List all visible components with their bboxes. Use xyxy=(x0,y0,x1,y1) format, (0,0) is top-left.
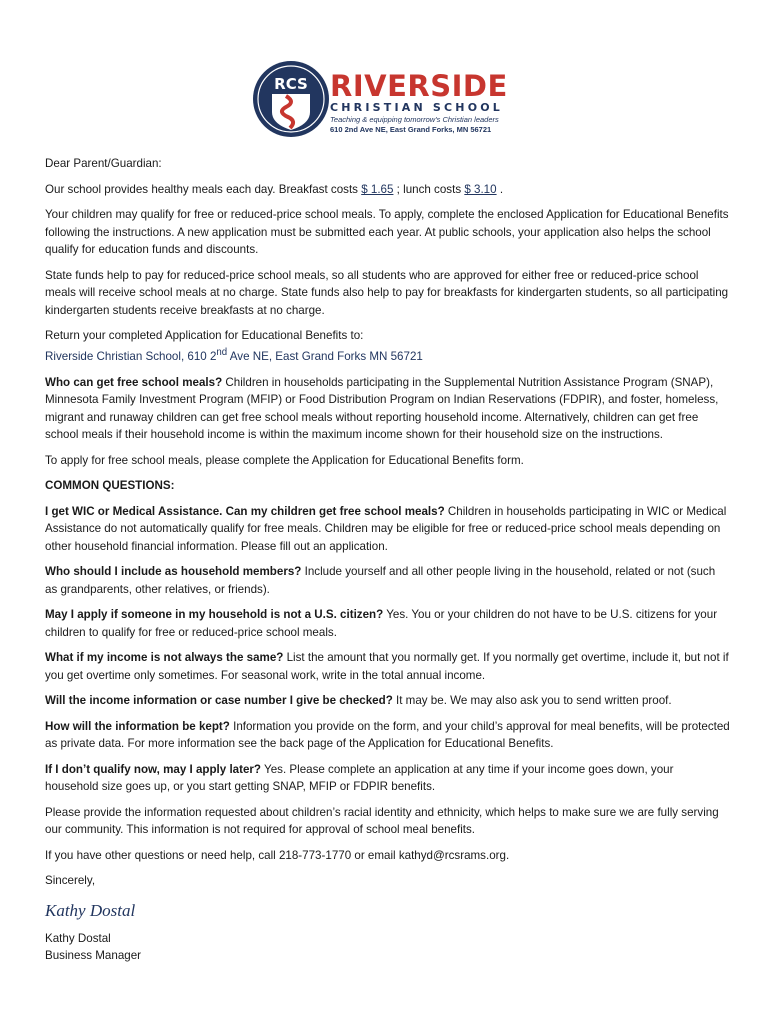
answer: Children in households participating in WIC or Medical Assistance do not automatically qualify for free meals. Children may be eligible for free or reduced-price school meals depending on other household financial information. Please fill out an application. xyxy=(45,504,727,553)
meal-costs-paragraph xyxy=(45,181,730,199)
faq-item xyxy=(45,606,730,641)
answer: List the amount that you normally get. If you normally get overtime, include it, but not if you get overtime only sometimes. For seasonal work, write in the total annual income. xyxy=(45,651,729,682)
answer: Include yourself and all other people living in the household, related or not (such as grandparents, other relatives, or friends). xyxy=(45,565,716,596)
letter-body xyxy=(45,155,730,973)
contact-paragraph: If you have other questions or need help, call 218-773-1770 or email kathyd@rcsrams.org. xyxy=(45,848,510,862)
school-logo xyxy=(252,60,522,138)
question: I get WIC or Medical Assistance. Can my children get free school meals? xyxy=(45,504,445,518)
common-questions-heading: COMMON QUESTIONS: xyxy=(45,479,175,493)
faq-item xyxy=(45,563,730,598)
seal-monogram: RCS xyxy=(274,75,308,93)
question: Will the income information or case number I give be checked? xyxy=(45,694,393,708)
question: If I don’t qualify now, may I apply later? xyxy=(45,762,262,776)
to-apply-paragraph: To apply for free school meals, please complete the Application for Educational Benefits form. xyxy=(45,453,524,467)
faq-item xyxy=(45,692,730,710)
answer: It may be. We may also ask you to send written proof. xyxy=(392,694,672,708)
answer: Yes. Please complete an application at any time if your income goes down, your household size goes up, or you start getting SNAP, MFIP or FDPIR benefits. xyxy=(45,762,674,794)
question: Who should I include as household members? xyxy=(45,565,302,579)
question: How will the information be kept? xyxy=(45,719,230,733)
return-paragraph xyxy=(45,327,730,366)
return-address-part: Ave NE, East Grand Forks MN 56721 xyxy=(227,350,423,364)
meal-costs-text: Our school provides healthy meals each day. Breakfast costs xyxy=(45,182,362,196)
school-name: RIVERSIDE xyxy=(330,69,508,103)
return-address xyxy=(45,347,423,364)
answer: Yes. You or your children do not have to be U.S. citizens for your children to qualify for free or reduced-price school meals. xyxy=(45,608,718,639)
handwritten-signature: Kathy Dostal xyxy=(45,900,136,920)
school-seal-icon xyxy=(252,60,330,138)
return-label: Return your completed Application for Educational Benefits to: xyxy=(45,329,364,342)
apply-paragraph: Your children may qualify for free or reduced-price school meals. To apply, complete the enclosed Application for Educational Benefits following the instructions. A new application must be submitted each year. At public schools, your application also helps the school qualify for education funds and discounts. xyxy=(45,208,729,256)
signer-block xyxy=(45,930,730,965)
school-tagline: Teaching & equipping tomorrow's Christian leaders xyxy=(330,115,499,124)
breakfast-price: $ 1.65 xyxy=(361,182,394,196)
question: May I apply if someone in my household is not a U.S. citizen? xyxy=(45,608,384,622)
school-subtitle: CHRISTIAN SCHOOL xyxy=(330,101,504,114)
question: Who can get free school meals? xyxy=(45,375,223,389)
faq-item xyxy=(45,503,730,556)
school-address: 610 2nd Ave NE, East Grand Forks, MN 56721 xyxy=(330,125,492,134)
state-funds-paragraph: State funds help to pay for reduced-price school meals, so all students who are approved for either free or reduced-price school meals will receive school meals at no charge. State funds also help to pay for breakfasts for kindergarten students, so all participating kindergarten students receive breakfasts at no charge. xyxy=(45,268,729,317)
meal-costs-text: ; lunch costs xyxy=(396,182,465,196)
question: What if my income is not always the same? xyxy=(45,651,284,665)
answer: Information you provide on the form, and your child’s approval for meal benefits, will be protected as private data. For more information see the back page of the Application for Educational Benefits. xyxy=(45,719,730,751)
free-meals-paragraph xyxy=(45,374,730,444)
faq-item xyxy=(45,761,730,796)
racial-identity-paragraph: Please provide the information requested about children’s racial identity and ethnicity, which helps to make sure we are fully serving our community. This information is not required for approval of school meal benefits. xyxy=(45,805,719,837)
closing: Sincerely, xyxy=(45,874,96,888)
faq-item xyxy=(45,718,730,753)
meal-costs-text: . xyxy=(499,182,504,196)
salutation: Dear Parent/Guardian: xyxy=(45,157,162,170)
return-address-sup: nd xyxy=(216,347,228,359)
return-address-part: Riverside Christian School, 610 2 xyxy=(45,350,217,364)
lunch-price: $ 3.10 xyxy=(464,182,497,196)
answer: Children in households participating in the Supplemental Nutrition Assistance Program (SNAP), Minnesota Family Investment Program (MFIP) or Food Distribution Program on Indian Reservations (FDPIR), and foster, homeless, migrant and runaway children can get free school meals without reporting household income. Alternatively, children can get free school meals if their household income is within the maximum income shown for their household size on the instructions. xyxy=(45,375,719,442)
signer-title: Business Manager xyxy=(45,949,142,963)
faq-item xyxy=(45,649,730,684)
signer-name: Kathy Dostal xyxy=(45,931,111,945)
